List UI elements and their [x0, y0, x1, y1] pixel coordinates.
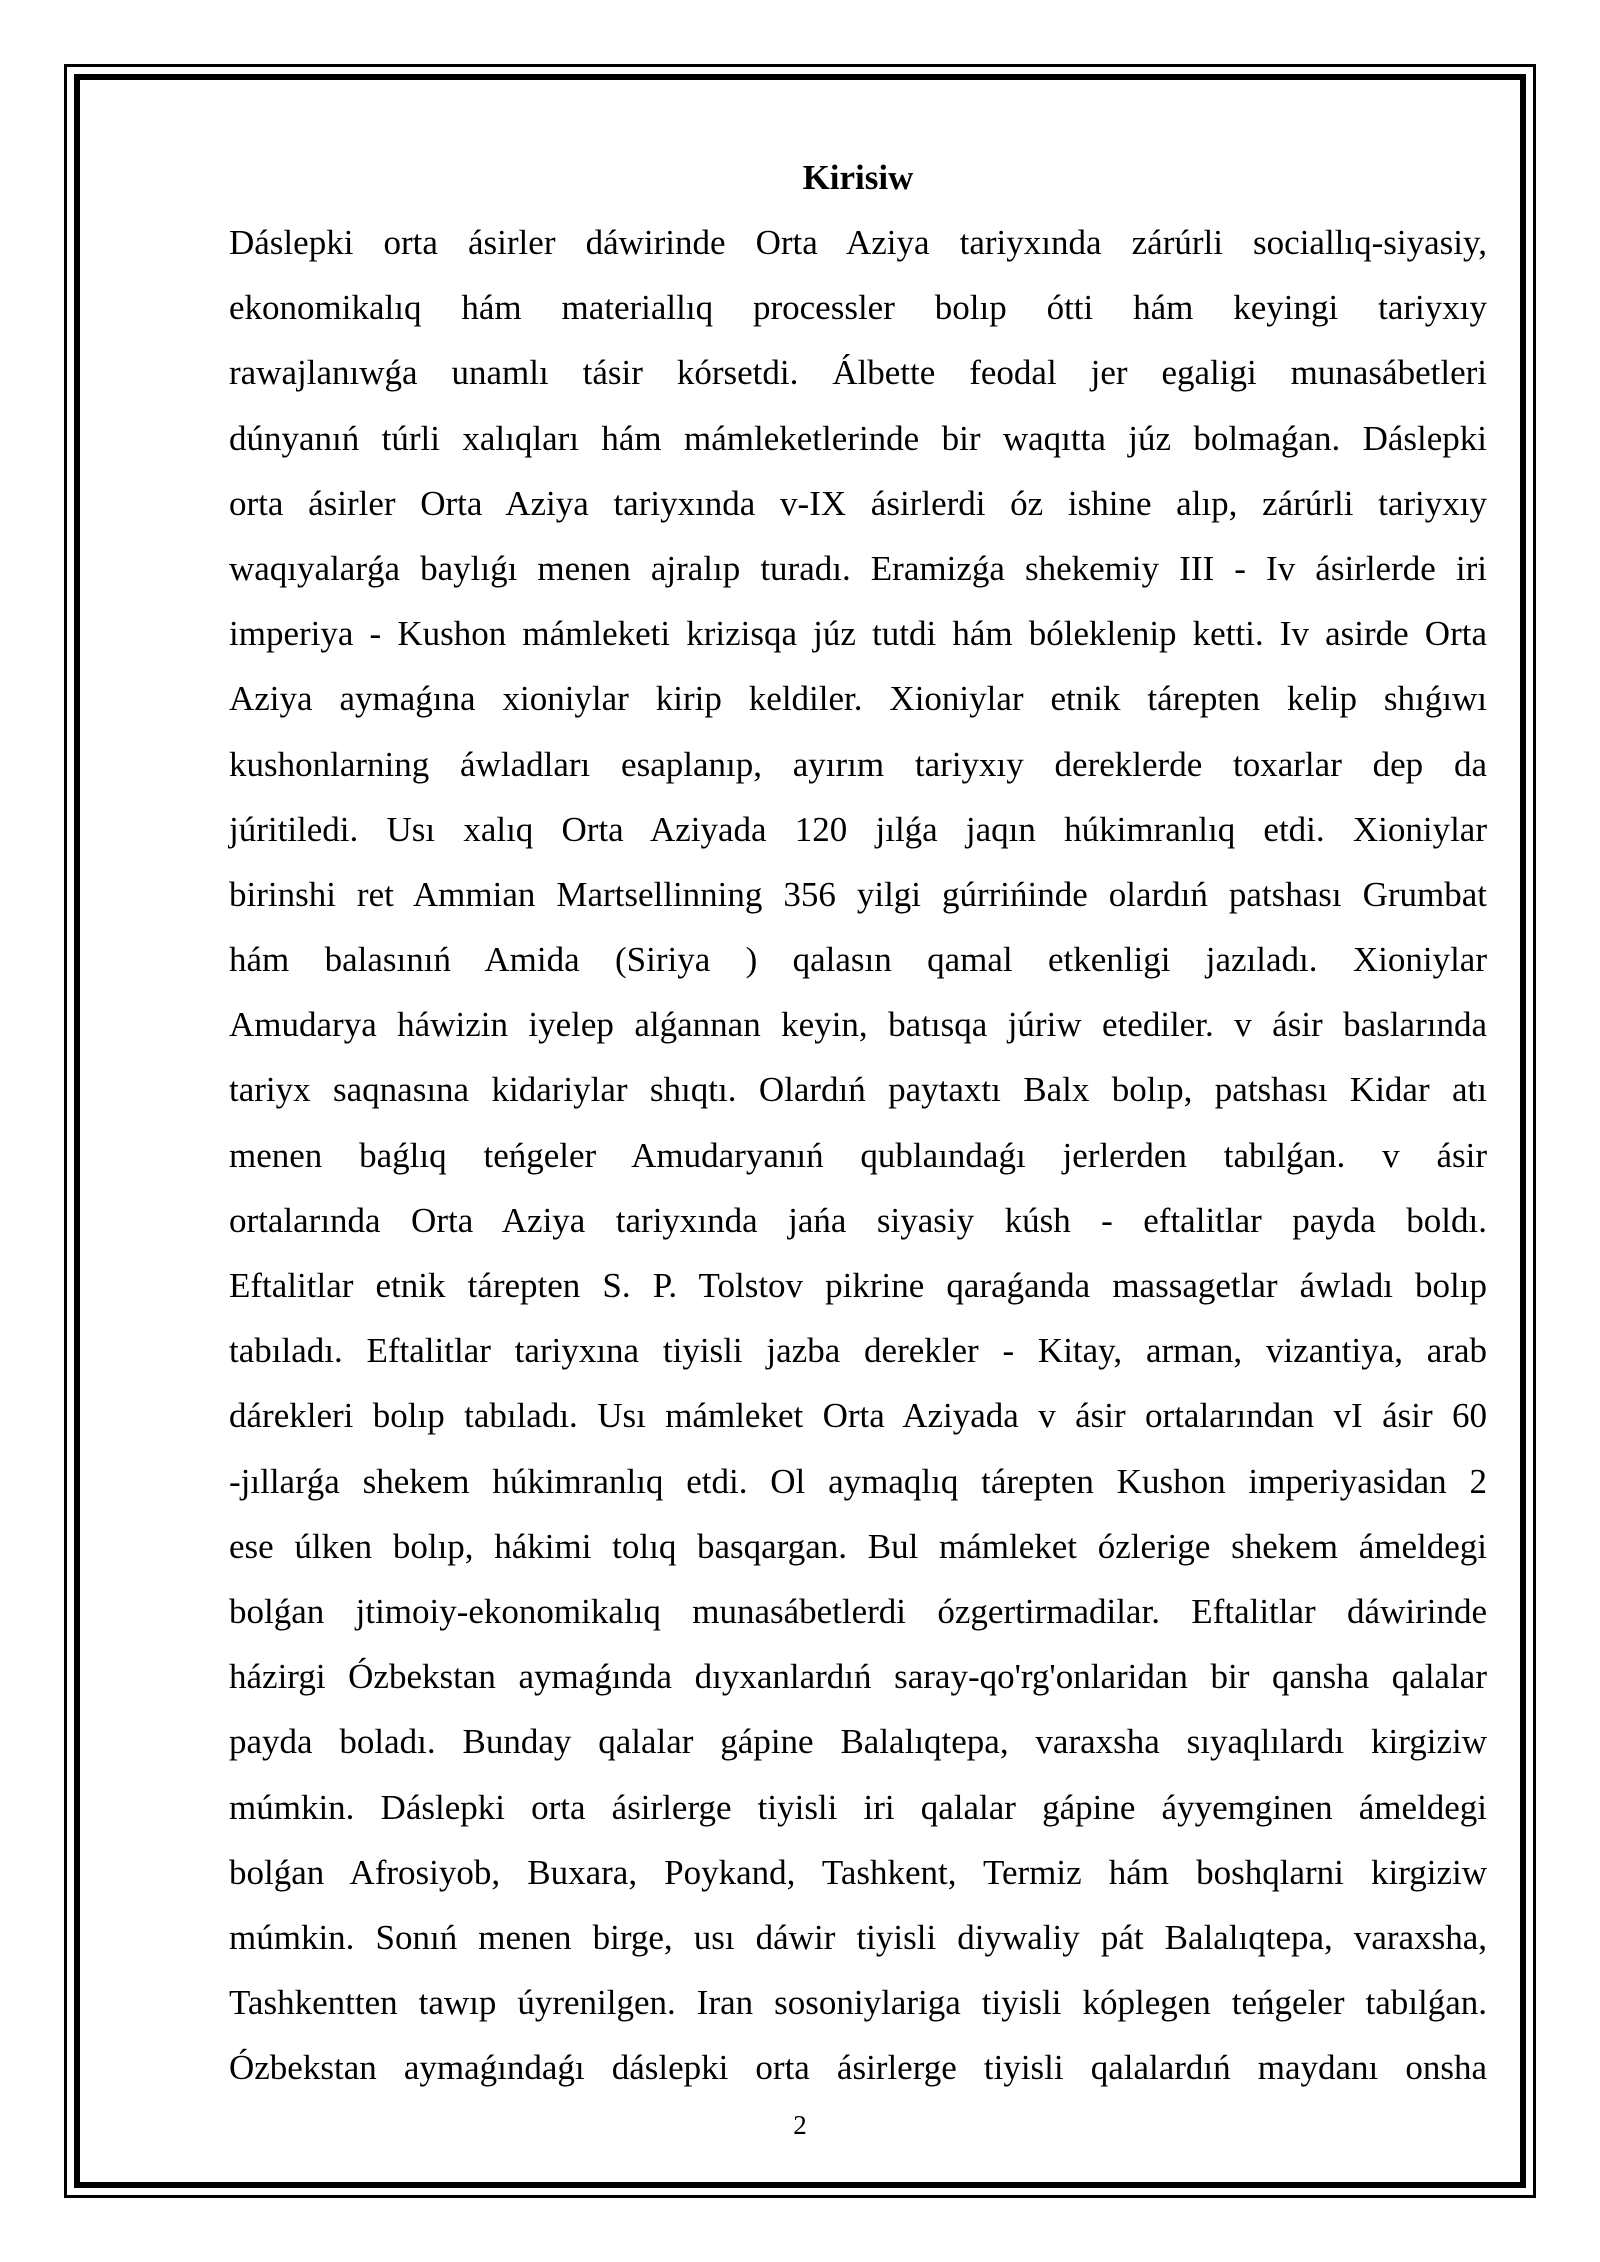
document-title: Kirisiw	[802, 158, 914, 197]
text-line: tabıladı. Eftalitlar tariyxına tiyisli jazba derekler - Kitay, arman, vizantiya, arab	[229, 1331, 1487, 1371]
text-line: orta ásirler Orta Aziya tariyxında v-IX ásirlerdi óz ishine alıp, zárúrli tariyxıy	[229, 483, 1487, 523]
text-line: Tashkentten tawıp úyrenilgen. Iran sosoniylariga tiyisli kóplegen teńgeler tabılǵan.	[229, 1983, 1487, 2023]
page-content	[229, 145, 1487, 2100]
text-line: payda boladı. Bunday qalalar gápine Balalıqtepa, varaxsha sıyaqlılardı kirgiziw	[229, 1722, 1487, 1762]
text-line: dárekleri bolıp tabıladı. Usı mámleket Orta Aziyada v ásir ortalarından vI ásir 60	[229, 1396, 1487, 1436]
text-line: hám balasınıń Amida (Siriya ) qalasın qamal etkenligi jazıladı. Xioniylar	[229, 940, 1487, 980]
text-line: menen baǵlıq teńgeler Amudaryanıń qublaındaǵı jerlerden tabılǵan. v ásir	[229, 1135, 1487, 1175]
text-line: bolǵan jtimoiy-ekonomikalıq munasábetlerdi ózgertirmadilar. Eftalitlar dáwirinde	[229, 1591, 1487, 1631]
text-line: birinshi ret Ammian Martsellinning 356 yilgi gúrrińinde olardıń patshası Grumbat	[229, 874, 1487, 914]
text-line: ekonomikalıq hám materiallıq processler bolıp ótti hám keyingi tariyxıy	[229, 288, 1487, 328]
text-line: Amudarya háwizin iyelep alǵannan keyin, batısqa júriw etediler. v ásir baslarında	[229, 1005, 1487, 1045]
text-line: múmkin. Dáslepki orta ásirlerge tiyisli iri qalalar gápine áyyemginen ámeldegi	[229, 1787, 1487, 1827]
text-line: Dáslepki orta ásirler dáwirinde Orta Aziya tariyxında zárúrli sociallıq-siyasiy,	[229, 223, 1487, 262]
text-line: kushonlarning áwladları esaplanıp, ayırım tariyxıy dereklerde toxarlar dep da	[229, 744, 1487, 784]
text-line: júritiledi. Usı xalıq Orta Aziyada 120 jılǵa jaqın húkimranlıq etdi. Xioniylar	[229, 809, 1487, 849]
body-paragraph	[229, 210, 1487, 2100]
text-line: Ózbekstan aymaǵındaǵı dáslepki orta ásirlerge tiyisli qalalardıń maydanı onsha	[229, 2048, 1487, 2088]
text-line: rawajlanıwǵa unamlı tásir kórsetdi. Álbette feodal jer egaligi munasábetleri	[229, 353, 1487, 393]
text-line: Aziya aymaǵına xioniylar kirip keldiler. Xioniylar etnik tárepten kelip shıǵıwı	[229, 679, 1487, 719]
text-line: Eftalitlar etnik tárepten S. P. Tolstov pikrine qaraǵanda massagetlar áwladı bolıp	[229, 1266, 1487, 1305]
page-number: 2	[793, 2110, 807, 2140]
text-line: imperiya - Kushon mámleketi krizisqa júz tutdi hám bóleklenip ketti. Iv asirde Orta	[229, 614, 1487, 654]
text-line: ese úlken bolıp, hákimi tolıq basqargan. Bul mámleket ózlerige shekem ámeldegi	[229, 1526, 1487, 1566]
text-line: ortalarında Orta Aziya tariyxında jańa siyasiy kúsh - eftalitlar payda boldı.	[229, 1200, 1487, 1240]
text-line: bolǵan Afrosiyob, Buxara, Poykand, Tashkent, Termiz hám boshqlarni kirgiziw	[229, 1852, 1487, 1892]
text-line: házirgi Ózbekstan aymaǵında dıyxanlardıń saray-qo'rg'onlaridan bir qansha qalalar	[229, 1657, 1487, 1697]
text-line: waqıyalarǵa baylıǵı menen ajralıp turadı. Eramizǵa shekemiy III - Iv ásirlerde iri	[229, 548, 1487, 588]
text-line: múmkin. Sonıń menen birge, usı dáwir tiyisli diywaliy pát Balalıqtepa, varaxsha,	[229, 1917, 1487, 1957]
text-line: dúnyanıń túrli xalıqları hám mámleketlerinde bir waqıtta júz bolmaǵan. Dáslepki	[229, 418, 1487, 458]
text-line: -jıllarǵa shekem húkimranlıq etdi. Ol aymaqlıq tárepten Kushon imperiyasidan 2	[229, 1461, 1487, 1501]
text-line: tariyx saqnasına kidariylar shıqtı. Olardıń paytaxtı Balx bolıp, patshası Kidar atı	[229, 1070, 1487, 1110]
